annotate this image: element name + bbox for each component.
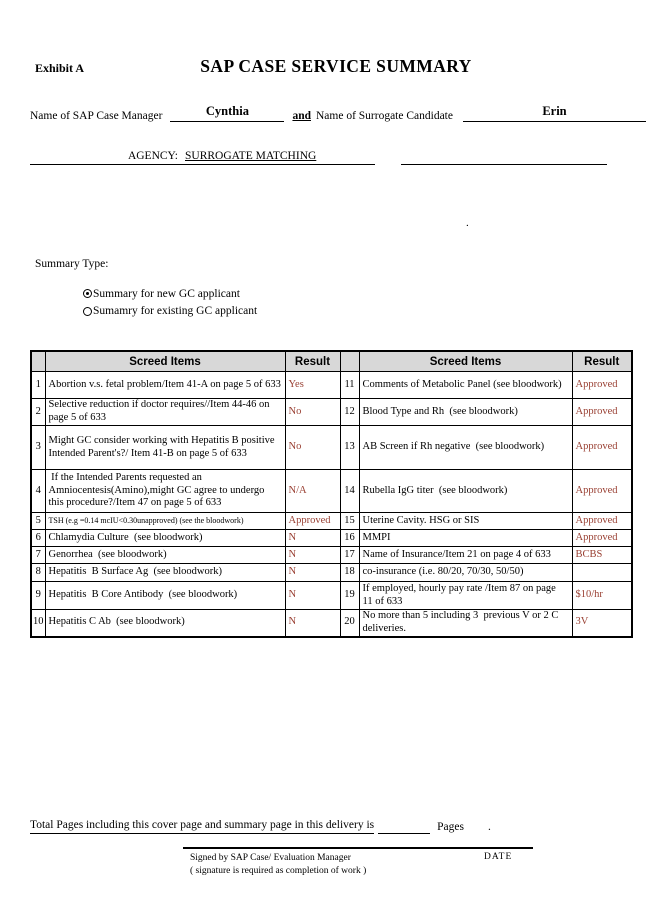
- radio-option-new-applicant[interactable]: [83, 285, 257, 303]
- result-cell[interactable]: Approved: [572, 530, 632, 547]
- screed-item: Genorrhea (see bloodwork): [45, 547, 285, 564]
- screed-item: Selective reduction if doctor requires//Item 44-46 on page 5 of 633: [45, 399, 285, 426]
- result-cell[interactable]: BCBS: [572, 547, 632, 564]
- table-row: [31, 610, 632, 637]
- table-row: [31, 513, 632, 530]
- footer-period: .: [487, 821, 491, 833]
- surrogate-candidate-label: Name of Surrogate Candidate: [315, 110, 453, 122]
- radio-unselected-icon[interactable]: [83, 307, 92, 316]
- summary-type-options: [83, 285, 257, 320]
- screed-item: If employed, hourly pay rate /Item 87 on page 11 of 633: [359, 582, 572, 610]
- radio-option-existing-applicant[interactable]: [83, 303, 257, 321]
- summary-type-label: Summary Type:: [35, 258, 109, 270]
- table-row: [31, 582, 632, 610]
- case-manager-field[interactable]: Cynthia: [170, 104, 284, 122]
- result-cell[interactable]: No: [285, 399, 340, 426]
- case-manager-label: Name of SAP Case Manager: [30, 110, 163, 122]
- screed-item: If the Intended Parents requested an Amniocentesis(Amino),might GC agree to undergo this procedure?/Item 47 on page 5 of 633: [45, 470, 285, 513]
- result-cell[interactable]: Approved: [572, 372, 632, 399]
- agency-field[interactable]: [178, 150, 375, 165]
- row-number: 8: [31, 564, 45, 582]
- result-cell[interactable]: N: [285, 547, 340, 564]
- result-cell[interactable]: N/A: [285, 470, 340, 513]
- date-label: DATE: [484, 852, 513, 862]
- result-cell[interactable]: $10/hr: [572, 582, 632, 610]
- table-row: [31, 530, 632, 547]
- result-cell[interactable]: N: [285, 564, 340, 582]
- row-number: 11: [340, 372, 359, 399]
- radio-option-label: Summary for new GC applicant: [93, 287, 240, 300]
- signature-line[interactable]: [183, 847, 533, 849]
- screed-item: Hepatitis B Core Antibody (see bloodwork): [45, 582, 285, 610]
- result-header-right: Result: [572, 351, 632, 372]
- names-row: [30, 104, 646, 122]
- table-row: [31, 426, 632, 470]
- screed-items-header-left: Screed Items: [45, 351, 285, 372]
- row-number: 13: [340, 426, 359, 470]
- result-cell[interactable]: Approved: [572, 399, 632, 426]
- radio-selected-icon[interactable]: [83, 289, 92, 298]
- corner-header-right: [340, 351, 359, 372]
- screed-item: Uterine Cavity. HSG or SIS: [359, 513, 572, 530]
- row-number: 7: [31, 547, 45, 564]
- total-pages-row: [30, 817, 646, 834]
- screed-item: TSH (e.g =0.14 mcIU<0.30unapproved) (see the bloodwork): [45, 513, 285, 530]
- screening-table-wrap: [30, 350, 633, 638]
- signature-note: ( signature is required as completion of work ): [190, 865, 367, 876]
- row-number: 15: [340, 513, 359, 530]
- radio-option-label: Sumamry for existing GC applicant: [93, 305, 258, 318]
- agency-value: SURROGATE MATCHING: [185, 150, 317, 162]
- screed-item: Comments of Metabolic Panel (see bloodwork): [359, 372, 572, 399]
- agency-row: [30, 146, 607, 165]
- row-number: 5: [31, 513, 45, 530]
- stray-period: .: [466, 217, 469, 229]
- screed-item: Rubella IgG titer (see bloodwork): [359, 470, 572, 513]
- page-title: SAP CASE SERVICE SUMMARY: [200, 56, 472, 76]
- screening-table: [30, 350, 633, 638]
- screed-item: Might GC consider working with Hepatitis B positive Intended Parent's?/ Item 41-B on page 5 of 633: [45, 426, 285, 470]
- screed-item: Abortion v.s. fetal problem/Item 41-A on page 5 of 633: [45, 372, 285, 399]
- screed-items-header-right: Screed Items: [359, 351, 572, 372]
- screed-item: Blood Type and Rh (see bloodwork): [359, 399, 572, 426]
- row-number: 19: [340, 582, 359, 610]
- surrogate-candidate-field[interactable]: Erin: [463, 104, 646, 122]
- row-number: 6: [31, 530, 45, 547]
- screed-item: co-insurance (i.e. 80/20, 70/30, 50/50): [359, 564, 572, 582]
- table-row: [31, 547, 632, 564]
- screed-item: No more than 5 including 3 previous V or 2 C deliveries.: [359, 610, 572, 637]
- row-number: 2: [31, 399, 45, 426]
- result-cell[interactable]: Approved: [285, 513, 340, 530]
- result-cell[interactable]: Approved: [572, 426, 632, 470]
- result-cell[interactable]: N: [285, 582, 340, 610]
- result-cell[interactable]: N: [285, 530, 340, 547]
- row-number: 3: [31, 426, 45, 470]
- pages-label: Pages: [437, 821, 464, 833]
- row-number: 1: [31, 372, 45, 399]
- screed-item: MMPI: [359, 530, 572, 547]
- screed-item: Hepatitis B Surface Ag (see bloodwork): [45, 564, 285, 582]
- row-number: 10: [31, 610, 45, 637]
- screed-item: Name of Insurance/Item 21 on page 4 of 633: [359, 547, 572, 564]
- total-pages-field[interactable]: [378, 817, 430, 834]
- row-number: 16: [340, 530, 359, 547]
- agency-label: AGENCY:: [30, 150, 178, 165]
- result-cell[interactable]: Approved: [572, 470, 632, 513]
- table-row: [31, 372, 632, 399]
- row-number: 20: [340, 610, 359, 637]
- result-cell[interactable]: Approved: [572, 513, 632, 530]
- row-number: 4: [31, 470, 45, 513]
- result-cell[interactable]: [572, 564, 632, 582]
- exhibit-label: Exhibit A: [35, 61, 85, 75]
- corner-header: [31, 351, 45, 372]
- screed-item: Hepatitis C Ab (see bloodwork): [45, 610, 285, 637]
- screed-item: Chlamydia Culture (see bloodwork): [45, 530, 285, 547]
- agency-blank-field[interactable]: [401, 146, 607, 165]
- table-row: [31, 470, 632, 513]
- table-row: [31, 564, 632, 582]
- row-number: 9: [31, 582, 45, 610]
- and-label: and: [292, 110, 311, 122]
- result-cell[interactable]: Yes: [285, 372, 340, 399]
- row-number: 14: [340, 470, 359, 513]
- total-pages-label: Total Pages including this cover page and summary page in this delivery is: [30, 819, 374, 834]
- table-row: [31, 399, 632, 426]
- row-number: 12: [340, 399, 359, 426]
- screed-item: AB Screen if Rh negative (see bloodwork): [359, 426, 572, 470]
- row-number: 18: [340, 564, 359, 582]
- table-header-row: [31, 351, 632, 372]
- row-number: 17: [340, 547, 359, 564]
- result-cell[interactable]: 3V: [572, 610, 632, 637]
- result-cell[interactable]: N: [285, 610, 340, 637]
- signed-by-label: Signed by SAP Case/ Evaluation Manager: [190, 853, 351, 863]
- result-cell[interactable]: No: [285, 426, 340, 470]
- signature-caption: [190, 852, 366, 878]
- result-header-left: Result: [285, 351, 340, 372]
